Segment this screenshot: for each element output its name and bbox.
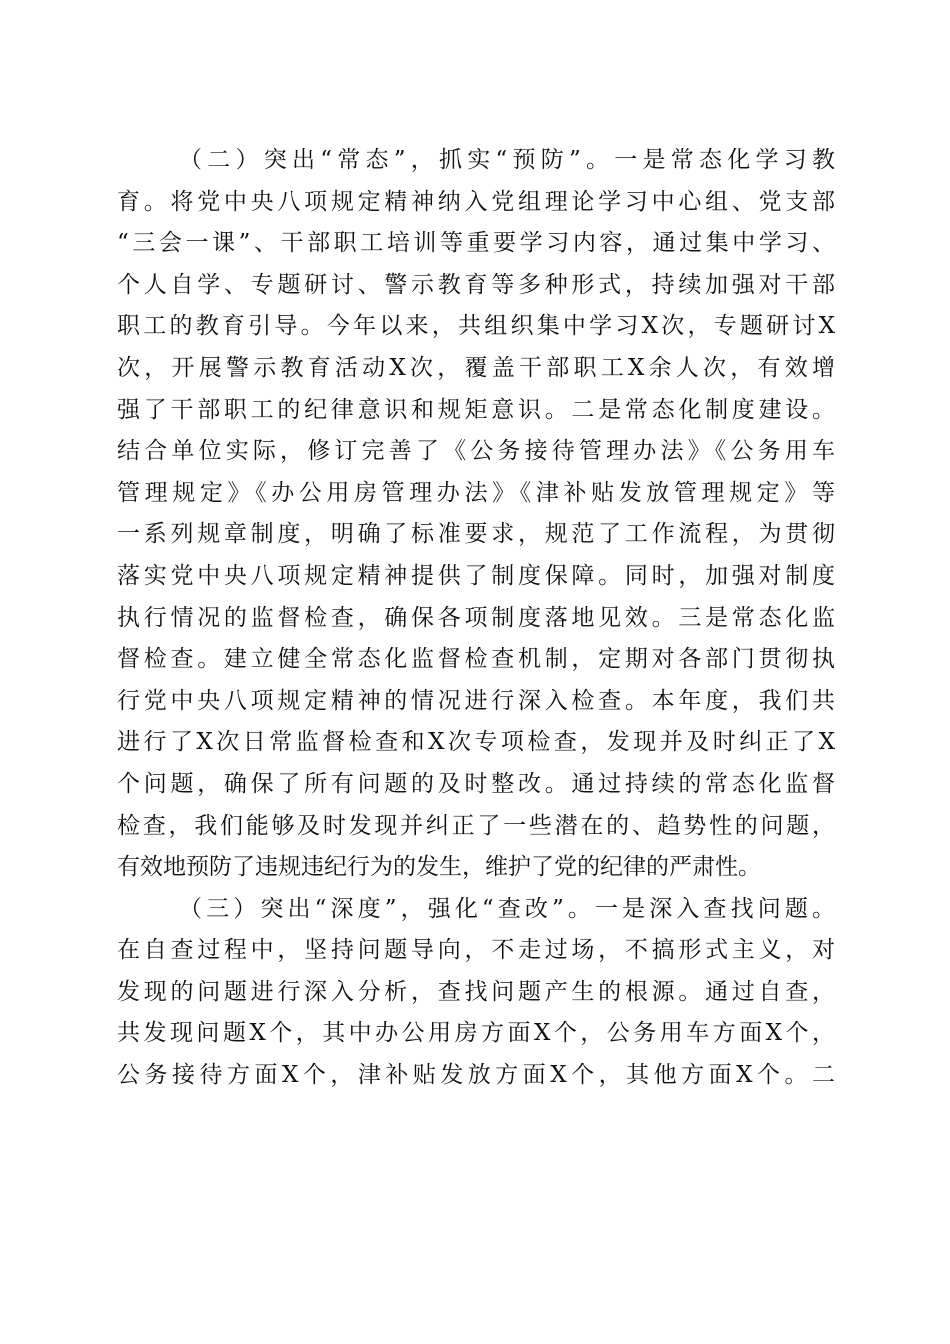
text-line: 公务接待方面X个，津补贴发放方面X个，其他方面X个。二 bbox=[117, 1062, 835, 1089]
text-line: 落实党中央八项规定精神提供了制度保障。同时，加强对制度 bbox=[117, 562, 835, 589]
text-line: 共发现问题X个，其中办公用房方面X个，公务用车方面X个， bbox=[117, 1020, 835, 1047]
paragraph-2-changtai bbox=[117, 140, 835, 889]
text-line: 行党中央八项规定精神的情况进行深入检查。本年度，我们共 bbox=[117, 687, 835, 714]
text-line: 发现的问题进行深入分析，查找问题产生的根源。通过自查， bbox=[117, 978, 835, 1005]
text-line: 结合单位实际，修订完善了《公务接待管理办法》《公务用车 bbox=[117, 438, 835, 465]
text-line: 职工的教育引导。今年以来，共组织集中学习X次，专题研讨X bbox=[117, 313, 835, 340]
text-line: 执行情况的监督检查，确保各项制度落地见效。三是常态化监 bbox=[117, 604, 835, 631]
text-line: 有效地预防了违规违纪行为的发生，维护了党的纪律的严肃性。 bbox=[117, 854, 761, 881]
text-line: （三）突出“深度”，强化“查改”。一是深入查找问题。 bbox=[179, 895, 835, 922]
text-line: 个问题，确保了所有问题的及时整改。通过持续的常态化监督 bbox=[117, 770, 835, 797]
text-line: 个人自学、专题研讨、警示教育等多种形式，持续加强对干部 bbox=[117, 271, 835, 298]
text-line: 一系列规章制度，明确了标准要求，规范了工作流程，为贯彻 bbox=[117, 521, 835, 548]
paragraph-3-shendu bbox=[117, 889, 835, 1097]
text-line: 次，开展警示教育活动X次，覆盖干部职工X余人次，有效增 bbox=[117, 354, 835, 381]
text-line: 检查，我们能够及时发现并纠正了一些潜在的、趋势性的问题， bbox=[117, 812, 835, 839]
text-line: “三会一课”、干部职工培训等重要学习内容，通过集中学习、 bbox=[117, 230, 835, 257]
text-line: 进行了X次日常监督检查和X次专项检查，发现并及时纠正了X bbox=[117, 729, 835, 756]
text-line: 强了干部职工的纪律意识和规矩意识。二是常态化制度建设。 bbox=[117, 396, 835, 423]
text-line: 育。将党中央八项规定精神纳入党组理论学习中心组、党支部 bbox=[117, 188, 835, 215]
text-line: 管理规定》《办公用房管理办法》《津补贴发放管理规定》等 bbox=[117, 479, 835, 506]
text-line: 督检查。建立健全常态化监督检查机制，定期对各部门贯彻执 bbox=[117, 646, 835, 673]
document-body bbox=[117, 140, 835, 1097]
text-line: （二）突出“常态”，抓实“预防”。一是常态化学习教 bbox=[179, 147, 835, 173]
text-line: 在自查过程中，坚持问题导向，不走过场，不搞形式主义，对 bbox=[117, 937, 835, 964]
